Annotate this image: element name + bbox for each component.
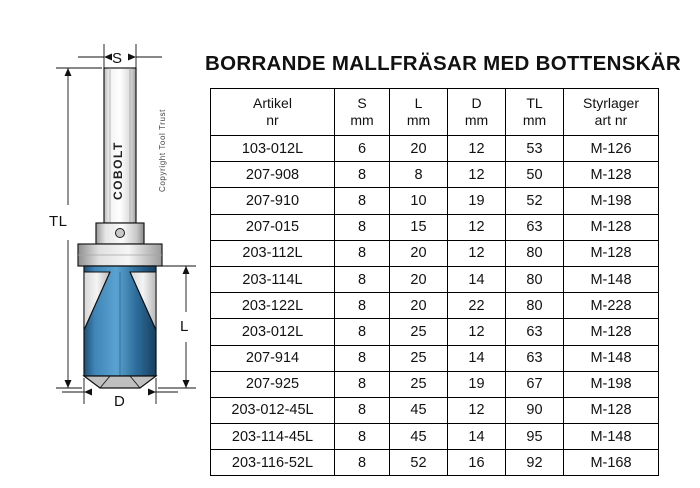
router-bit-technical-drawing [0,0,205,483]
cell-s: 8 [335,424,390,450]
column-header-artikel-line2: nr [266,112,279,128]
cell-d: 12 [448,214,506,240]
cell-tl: 67 [506,371,564,397]
cell-s: 8 [335,214,390,240]
column-header-tl [506,89,564,136]
cell-s: 8 [335,162,390,188]
cell-tl: 95 [506,424,564,450]
cell-l: 20 [390,266,448,292]
cell-styrlager: M-228 [564,293,659,319]
column-header-tl-line2: mm [522,112,547,128]
cell-l: 45 [390,424,448,450]
cell-d: 22 [448,293,506,319]
column-header-l-line2: mm [406,112,431,128]
cell-d: 16 [448,450,506,476]
bearing-group [78,223,162,266]
cell-l: 20 [390,240,448,266]
cell-d: 14 [448,345,506,371]
cell-d: 12 [448,240,506,266]
table-row [211,214,659,240]
table-header-row [211,89,659,136]
dimension-label-cut-length: L [180,318,189,335]
cell-d: 12 [448,136,506,162]
cell-tl: 53 [506,136,564,162]
cell-artikel: 203-012L [211,319,335,345]
dimension-label-shank: S [112,50,123,67]
cell-s: 8 [335,188,390,214]
cell-d: 19 [448,188,506,214]
column-header-tl-line1: TL [526,94,543,111]
table-row [211,371,659,397]
cell-l: 25 [390,371,448,397]
cell-l: 45 [390,397,448,423]
cell-d: 19 [448,371,506,397]
cell-tl: 63 [506,345,564,371]
cell-tl: 50 [506,162,564,188]
cell-styrlager: M-148 [564,345,659,371]
cell-styrlager: M-198 [564,188,659,214]
table-row [211,345,659,371]
column-header-artikel [211,89,335,136]
column-header-styrlager [564,89,659,136]
column-header-d [448,89,506,136]
cell-s: 8 [335,345,390,371]
table-row [211,266,659,292]
cell-artikel: 203-122L [211,293,335,319]
cell-artikel: 203-112L [211,240,335,266]
cell-s: 6 [335,136,390,162]
cell-tl: 63 [506,319,564,345]
cell-d: 12 [448,319,506,345]
cell-d: 12 [448,397,506,423]
cell-styrlager: M-128 [564,319,659,345]
cell-s: 8 [335,397,390,423]
cell-s: 8 [335,240,390,266]
column-header-s-line2: mm [350,112,374,128]
cell-l: 20 [390,136,448,162]
cutter-body-group [84,266,156,388]
column-header-l [390,89,448,136]
content-panel [205,0,700,483]
cell-styrlager: M-128 [564,214,659,240]
table-row [211,188,659,214]
cell-artikel: 203-114L [211,266,335,292]
cell-artikel: 203-012-45L [211,397,335,423]
table-row [211,162,659,188]
cell-l: 8 [390,162,448,188]
dimension-label-total-length: TL [49,213,68,230]
table-row [211,424,659,450]
cell-styrlager: M-128 [564,397,659,423]
cell-l: 25 [390,319,448,345]
cell-styrlager: M-168 [564,450,659,476]
cell-styrlager: M-148 [564,266,659,292]
cell-tl: 90 [506,397,564,423]
cell-artikel: 203-116-52L [211,450,335,476]
cell-tl: 80 [506,293,564,319]
cell-d: 14 [448,424,506,450]
cell-d: 14 [448,266,506,292]
table-row [211,450,659,476]
specification-table [210,88,659,476]
cell-artikel: 207-015 [211,214,335,240]
cell-styrlager: M-198 [564,371,659,397]
cell-artikel: 207-910 [211,188,335,214]
column-header-l-line1: L [414,94,423,111]
cell-s: 8 [335,293,390,319]
cell-artikel: 203-114-45L [211,424,335,450]
dimension-label-diameter: D [114,393,126,410]
cell-styrlager: M-148 [564,424,659,450]
cell-artikel: 207-908 [211,162,335,188]
cell-styrlager: M-128 [564,240,659,266]
cell-s: 8 [335,319,390,345]
cell-tl: 80 [506,266,564,292]
brand-label: COBOLT [111,141,125,200]
cell-artikel: 207-925 [211,371,335,397]
cell-tl: 92 [506,450,564,476]
cell-l: 52 [390,450,448,476]
cell-tl: 80 [506,240,564,266]
table-row [211,240,659,266]
page-title: BORRANDE MALLFRÄSAR MED BOTTENSKÄR [205,52,681,75]
column-header-styrlager-line2: art nr [594,112,628,128]
cell-s: 8 [335,266,390,292]
cell-tl: 63 [506,214,564,240]
cell-l: 20 [390,293,448,319]
table-row [211,136,659,162]
column-header-s-line1: S [357,94,367,111]
cell-styrlager: M-126 [564,136,659,162]
table-row [211,293,659,319]
column-header-s [335,89,390,136]
column-header-d-line2: mm [464,112,489,128]
cell-tl: 52 [506,188,564,214]
cell-styrlager: M-128 [564,162,659,188]
cell-s: 8 [335,450,390,476]
cell-artikel: 103-012L [211,136,335,162]
column-header-styrlager-line1: Styrlager [582,94,640,111]
drawing-svg [0,0,205,483]
cell-artikel: 207-914 [211,345,335,371]
column-header-d-line1: D [471,94,482,111]
table-row [211,397,659,423]
cell-d: 12 [448,162,506,188]
cell-s: 8 [335,371,390,397]
column-header-artikel-line1: Artikel [253,94,292,111]
table-body [211,136,659,476]
cell-l: 10 [390,188,448,214]
cell-l: 15 [390,214,448,240]
copyright-label: Copyright Tool Trust [158,109,167,192]
cell-l: 25 [390,345,448,371]
table-row [211,319,659,345]
